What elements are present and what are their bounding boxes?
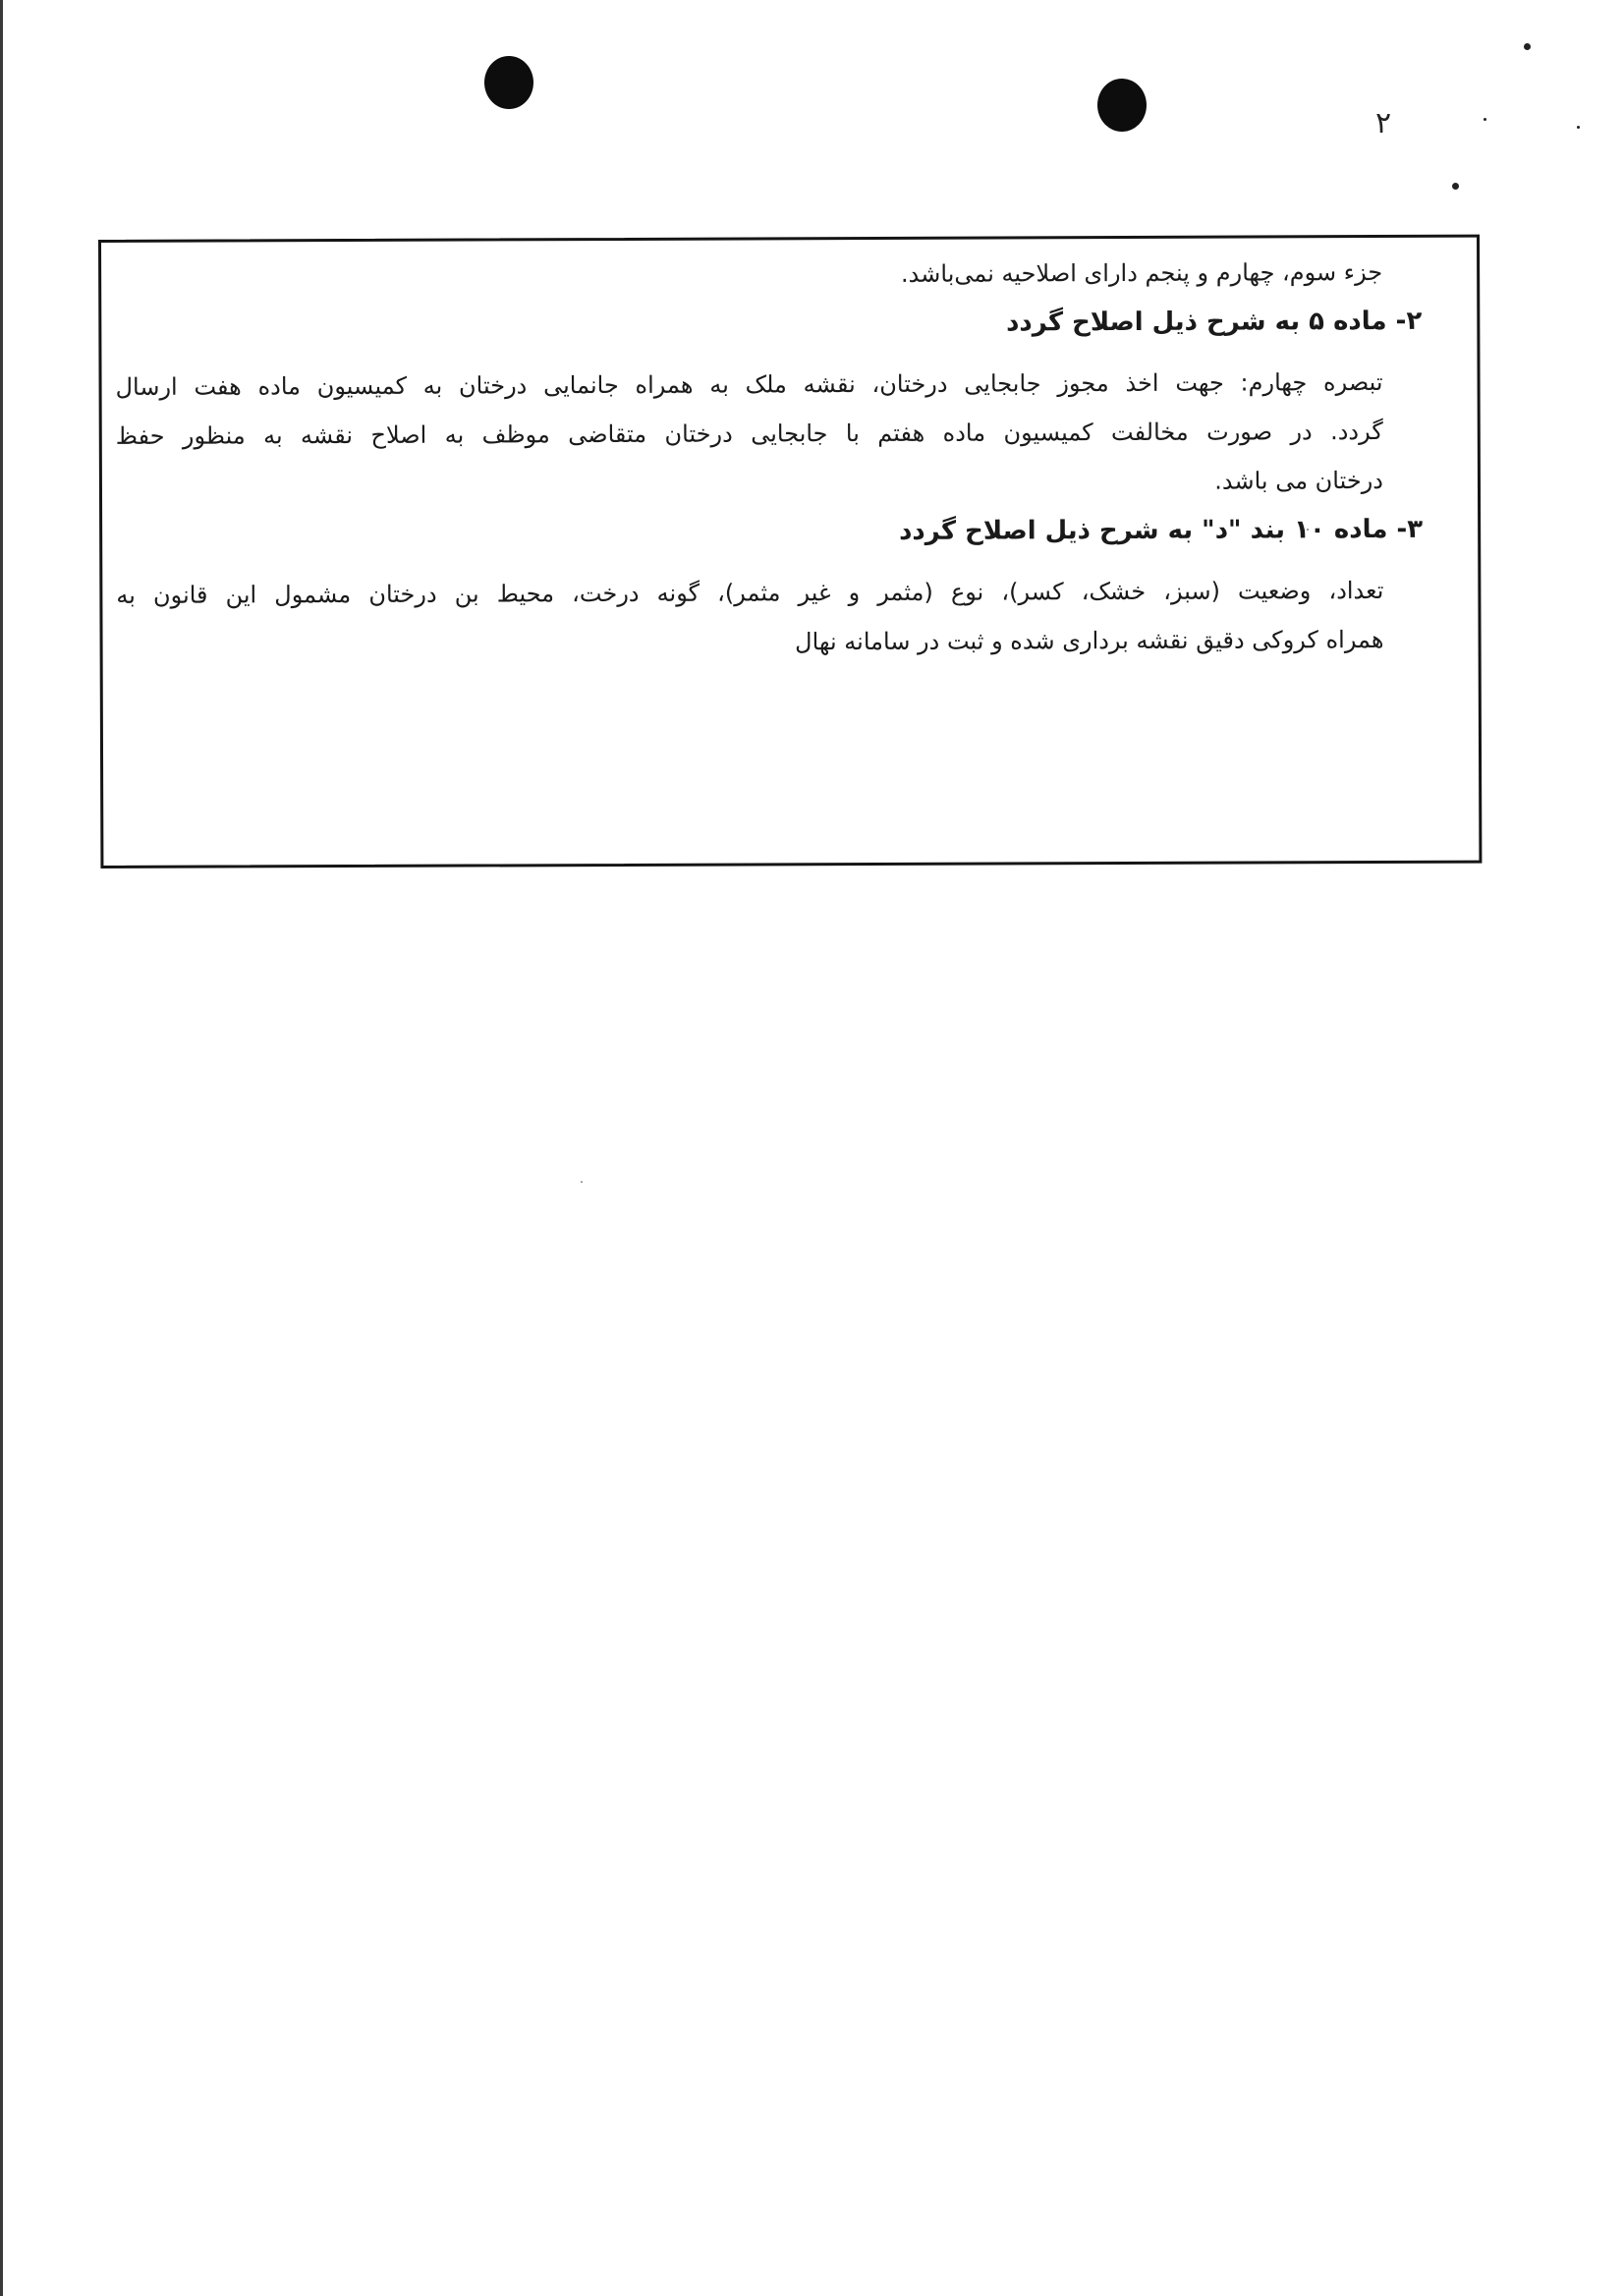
punch-hole-right bbox=[1097, 79, 1147, 132]
scan-speck bbox=[1524, 43, 1531, 50]
item-2-line: گردد. در صورت مخالفت کمیسیون ماده هفتم با جابجایی درختان متقاضی موظف به اصلاح نقشه به منظور حفظ bbox=[115, 417, 1383, 450]
amendment-text bbox=[115, 248, 1424, 669]
punch-hole-left bbox=[484, 56, 533, 109]
scan-edge-shadow bbox=[0, 0, 3, 2296]
amendment-box bbox=[98, 235, 1482, 868]
item-3-line: تعداد، وضعیت (سبز، خشک، کسر)، نوع (مثمر و غیر مثمر)، گونه درخت، محیط بن درختان مشمول این قانون به bbox=[116, 576, 1384, 609]
intro-line: جزء سوم، چهارم و پنجم دارای اصلاحیه نمی‌باشد. bbox=[900, 257, 1383, 288]
page-number: ۲ bbox=[1375, 106, 1392, 140]
scan-speck bbox=[1577, 126, 1580, 129]
item-3-heading: ۳- ماده ۱۰ بند "د" به شرح ذیل اصلاح گردد bbox=[898, 514, 1424, 546]
scan-speck bbox=[1484, 118, 1486, 121]
item-2-heading: ۲- ماده ۵ به شرح ذیل اصلاح گردد bbox=[1005, 306, 1423, 338]
scan-speck bbox=[1452, 183, 1459, 190]
scan-speck bbox=[581, 1181, 583, 1183]
item-2-line: درختان می باشد. bbox=[1214, 466, 1384, 495]
item-3-line: همراه کروکی دقیق نقشه برداری شده و ثبت در سامانه نهال bbox=[795, 625, 1384, 656]
item-2-line: تبصره چهارم: جهت اخذ مجوز جابجایی درختان، نقشه ملک به همراه جانمایی درختان به کمیسیون ماده هفت ارسال bbox=[115, 367, 1383, 401]
